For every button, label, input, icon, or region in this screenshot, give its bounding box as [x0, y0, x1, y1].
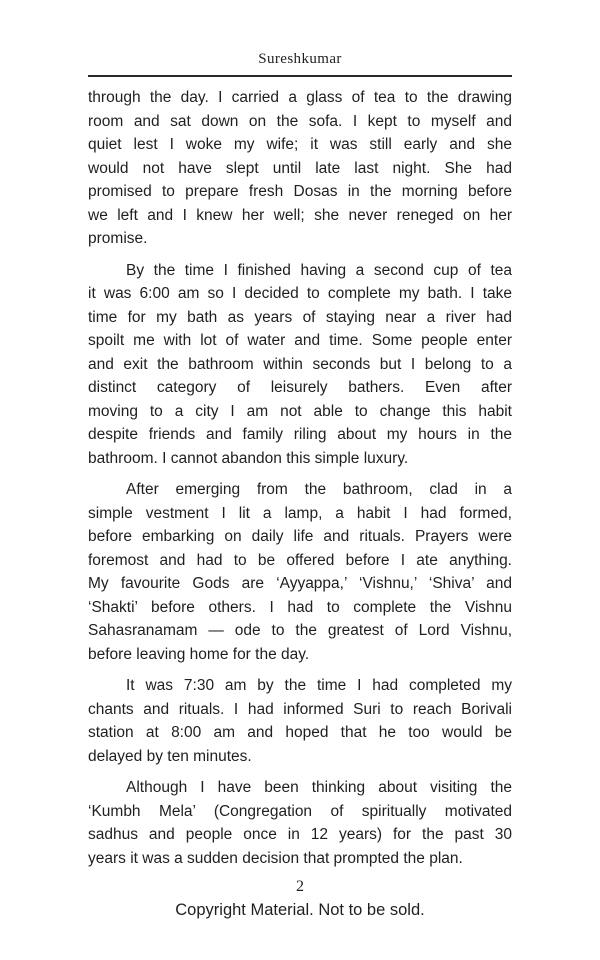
running-title: Sureshkumar [258, 51, 342, 67]
paragraph [88, 776, 512, 870]
page-body [88, 77, 512, 870]
text-line: foremost and had to be offered before I ate anything. [88, 551, 512, 569]
text-line: moving to a city I am not able to change this habit [88, 402, 512, 420]
text-line: bathroom. I cannot abandon this simple luxury. [88, 449, 409, 467]
copyright-notice: Copyright Material. Not to be sold. [175, 901, 425, 919]
paragraph [88, 86, 512, 251]
text-line: promise. [88, 230, 148, 247]
text-line: simple vestment I lit a lamp, a habit I had formed, [88, 504, 512, 522]
paragraph [88, 478, 512, 666]
page-footer [0, 878, 600, 920]
text-line: and exit the bathroom within seconds but I belong to a [88, 355, 512, 373]
text-line: promised to prepare fresh Dosas in the morning before [88, 183, 512, 200]
text-line: spoilt me with lot of water and time. Some people enter [88, 332, 512, 349]
paragraph [88, 259, 512, 471]
text-line: through the day. I carried a glass of tea to the drawing [88, 89, 512, 106]
text-line: we left and I knew her well; she never reneged on her [88, 206, 512, 224]
text-line: before embarking on daily life and rituals. Prayers were [88, 528, 512, 545]
text-line: station at 8:00 am and hoped that he too would be [88, 724, 512, 741]
text-line: quiet lest I woke my wife; it was still early and she [88, 136, 512, 153]
text-line: By the time I finished having a second cup of tea [126, 261, 512, 279]
text-line: After emerging from the bathroom, clad in a [126, 481, 512, 498]
text-line: it was 6:00 am so I decided to complete my bath. I take [88, 285, 512, 302]
text-line: Although I have been thinking about visiting the [126, 779, 512, 796]
text-line: time for my bath as years of staying near a river had [88, 308, 512, 326]
text-line: years it was a sudden decision that prompted the plan. [88, 849, 463, 867]
text-line: chants and rituals. I had informed Suri to reach Borivali [88, 700, 512, 718]
text-line: ‘Shakti’ before others. I had to complete the Vishnu [88, 598, 512, 616]
text-line: despite friends and family riling about my hours in the [88, 426, 512, 443]
text-line: before leaving home for the day. [88, 645, 310, 663]
paragraph [88, 674, 512, 768]
text-line: room and sat down on the sofa. I kept to myself and [88, 112, 512, 130]
text-line: sadhus and people once in 12 years) for the past 30 [88, 826, 512, 843]
text-line: My favourite Gods are ‘Ayyappa,’ ‘Vishnu,’ ‘Shiva’ and [88, 575, 512, 592]
page-number: 2 [296, 878, 304, 895]
text-line: Sahasranamam — ode to the greatest of Lord Vishnu, [88, 622, 512, 639]
text-line: It was 7:30 am by the time I had completed my [126, 677, 512, 694]
text-line: delayed by ten minutes. [88, 747, 252, 765]
text-line: would not have slept until late last night. She had [88, 159, 512, 177]
text-line: ‘Kumbh Mela’ (Congregation of spiritually motivated [88, 802, 512, 820]
running-header [0, 0, 600, 67]
text-line: distinct category of leisurely bathers. Even after [88, 379, 512, 396]
